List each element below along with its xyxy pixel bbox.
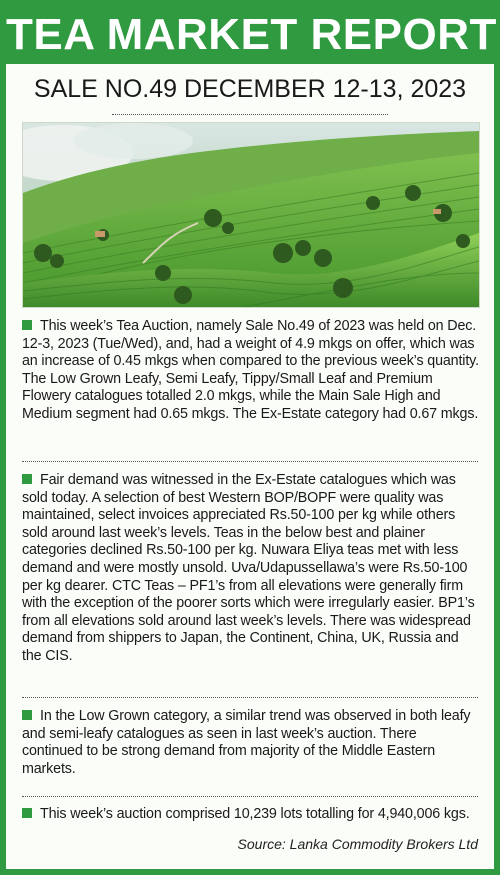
tea-plantation-photo [22,122,480,308]
paragraph-text: In the Low Grown category, a similar trend was observed in both leafy and semi-leafy catalogues as seen in last week’s auction. There continued to be strong demand from majority of the Middle Eastern markets. [22,708,471,777]
paragraph-text: This week’s Tea Auction, namely Sale No.49 of 2023 was held on Dec. 12-3, 2023 (Tue/Wed), and, had a weight of 4.9 mkgs on offer, which was an increase of 0.45 mkgs when compared to the previous week’s quantity. The Low Grown Leafy, Semi Leafy, Tippy/Small Leaf and Premium Flowery catalogues totalled 2.0 mkgs, while the Main Sale High and Medium segment had 0.65 mkgs. The Ex-Estate category had 0.67 mkgs. [22,318,479,422]
section-divider [22,697,478,698]
sale-subtitle: SALE NO.49 DECEMBER 12-13, 2023 [33,75,467,103]
subtitle-divider [112,114,388,115]
report-title: TEA MARKET REPORT [6,6,494,64]
paragraph-low-grown [22,708,480,778]
square-bullet-icon [22,710,32,720]
source-credit: Source: Lanka Commodity Brokers Ltd [237,836,478,852]
square-bullet-icon [22,320,32,330]
square-bullet-icon [22,474,32,484]
section-divider [22,796,478,797]
tea-plantation-illustration [23,123,479,307]
paragraph-text: This week’s auction comprised 10,239 lots totalling for 4,940,006 kgs. [40,806,470,822]
square-bullet-icon [22,808,32,818]
section-divider [22,461,478,462]
paragraph-auction-overview [22,318,480,424]
paragraph-ex-estate [22,472,480,666]
paragraph-text: Fair demand was witnessed in the Ex-Estate catalogues which was sold today. A selection of best Western BOP/BOPF were quality was maintained, select invoices appreciated Rs.50-100 per kg while others sold around last week’s levels. Teas in the below best and plainer categories declined Rs.50-100 per kg. Nuwara Eliya teas met with less demand and were mostly unsold. Uva/Udapussellawa’s were Rs.50-100 per kg dearer. CTC Teas – PF1’s from all elevations were generally firm with the exception of the poorer sorts which were irregularly easier. BP1’s from all elevations sold around last week’s levels. There was widespread demand from shippers to Japan, the Continent, China, UK, Russia and the CIS. [22,472,475,664]
paragraph-lot-summary [22,806,480,824]
